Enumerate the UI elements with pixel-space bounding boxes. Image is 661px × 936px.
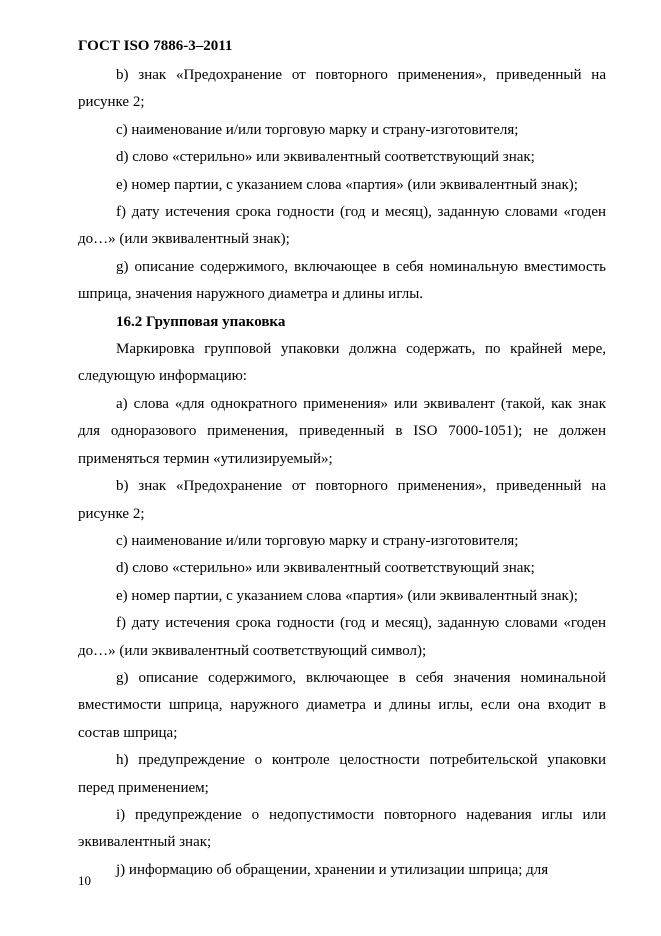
document-body [78,62,606,884]
list-item-h: h) предупреждение о контроле целостности потребительской упаковки перед применением; [78,752,606,796]
section-intro: Маркировка групповой упаковки должна содержать, по крайней мере, следующую информацию: [78,341,606,385]
section-heading: 16.2 Групповая упаковка [116,313,286,330]
list-item-j: j) информацию об обращении, хранении и утилизации шприца; для [116,861,549,878]
list-item-f: f) дату истечения срока годности (год и месяц), заданную словами «годен до…» (или эквивалентный соответствующий символ); [78,615,606,659]
list-item-c: с) наименование и/или торговую марку и страну-изготовителя; [116,532,519,549]
document-header: ГОСТ ISO 7886-3–2011 [78,38,233,54]
list-item-b: b) знак «Предохранение от повторного применения», приведенный на рисунке 2; [78,67,606,111]
list-item-d: d) слово «стерильно» или эквивалентный соответствующий знак; [116,149,535,166]
list-item-c: c) наименование и/или торговую марку и страну-изготовителя; [116,121,519,138]
list-item-i: i) предупреждение о недопустимости повторного надевания иглы или эквивалентный знак; [78,806,606,851]
list-item-e: е) номер партии, с указанием слова «партия» (или эквивалентный знак); [116,176,578,193]
list-item-e: е) номер партии, с указанием слова «партия» (или эквивалентный знак); [116,587,578,604]
list-item-g: g) описание содержимого, включающее в себя номинальную вместимость шприца, значения наружного диаметра и длины иглы. [78,258,606,303]
list-item-b: b) знак «Предохранение от повторного применения», приведенный на рисунке 2; [78,478,606,522]
list-item-d: d) слово «стерильно» или эквивалентный соответствующий знак; [116,560,535,577]
list-item-a: а) слова «для однократного применения» или эквивалент (такой, как знак для одноразового применения, приведенный в ISO 7000-1051); не должен применяться термин «утилизируемый»; [78,395,606,467]
list-item-f: f) дату истечения срока годности (год и месяц), заданную словами «годен до…» (или эквивалентный знак); [78,204,606,248]
page-number: 10 [78,873,91,888]
list-item-g: g) описание содержимого, включающее в себя значения номинальной вместимости шприца, наружного диаметра и длины иглы, если она входит в состав шприца; [78,669,606,741]
